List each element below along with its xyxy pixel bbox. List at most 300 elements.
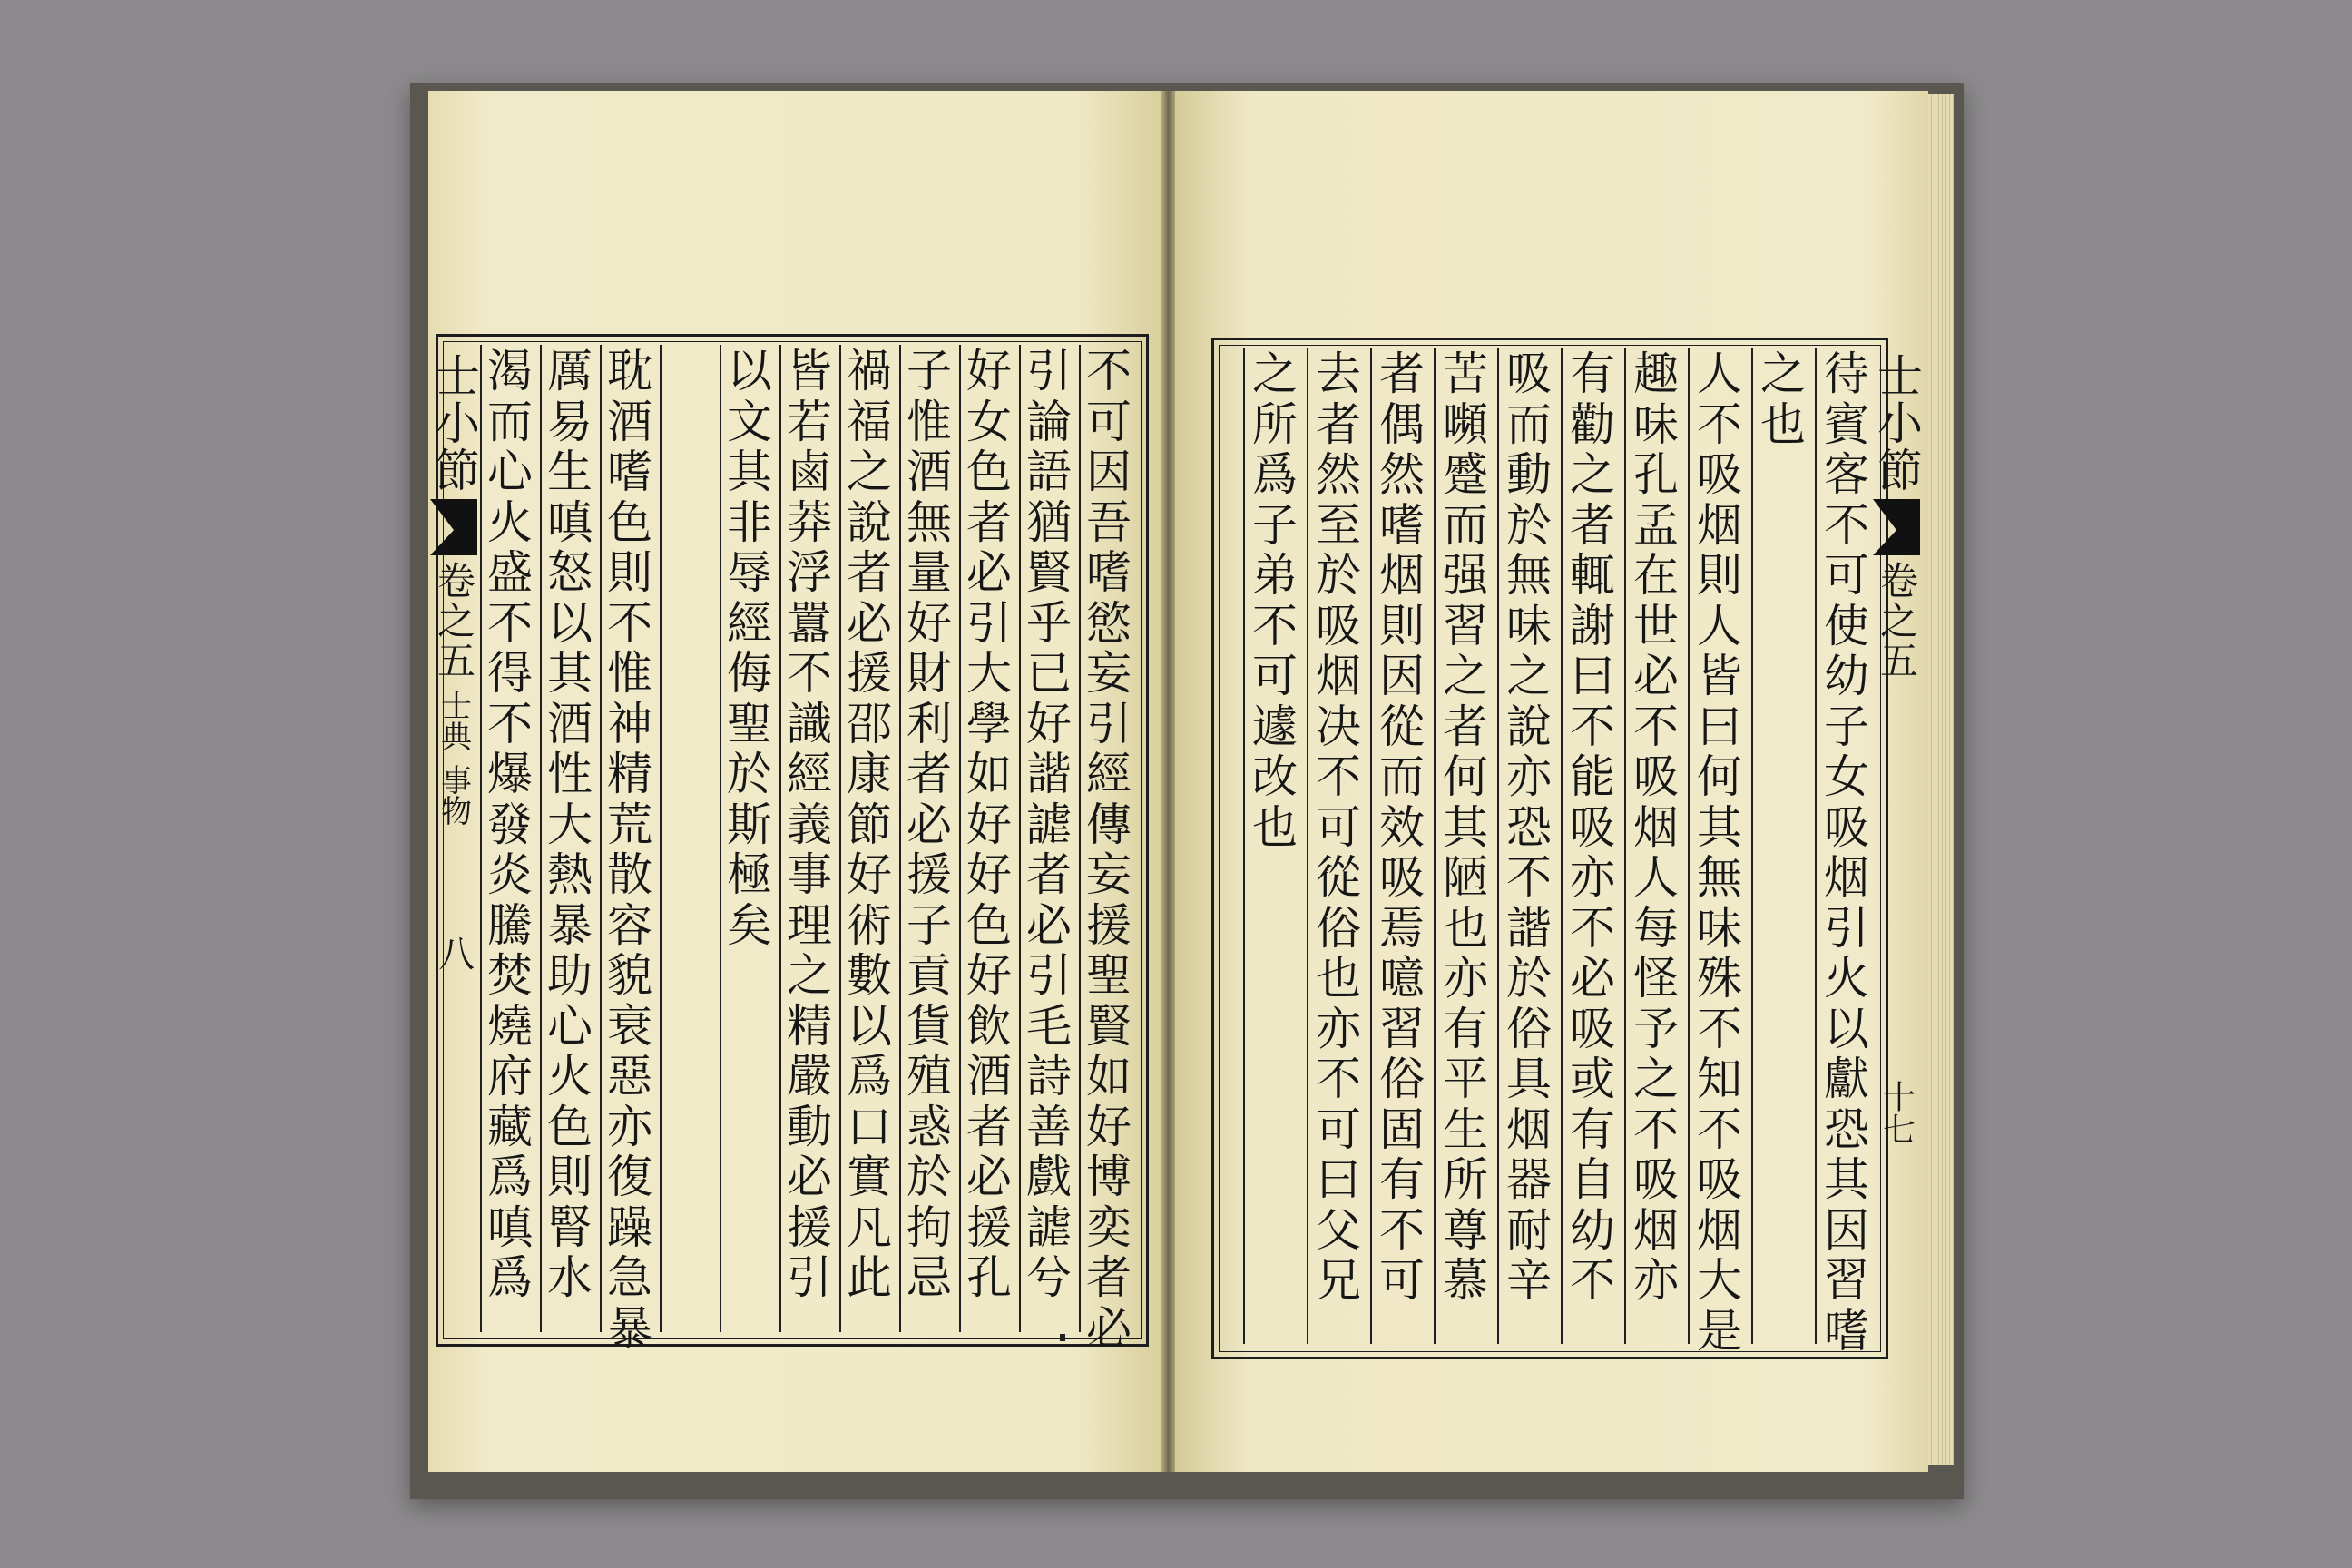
left-text-char: 急 (607, 1251, 652, 1304)
left-text-char: 善 (1026, 1100, 1072, 1153)
left-text-column-rule (660, 345, 662, 1332)
left-text-char: 性 (547, 748, 593, 800)
right-text-char: 之 (1252, 348, 1298, 400)
right-margin-chapter: 卷之五 (1875, 561, 1919, 681)
left-text-char: 賢 (1086, 999, 1132, 1053)
right-text-char: 爲 (1252, 448, 1298, 501)
right-text-char: 尊 (1443, 1203, 1488, 1257)
left-text-char: 者 (966, 1100, 1012, 1153)
left-text-char: 引 (966, 596, 1012, 650)
left-text-char: 熱 (547, 848, 593, 901)
left-text-char: 好 (966, 345, 1012, 397)
left-text-char: 以 (727, 345, 772, 397)
right-text-char: 决 (1316, 700, 1361, 753)
left-text-char: 亦 (607, 1100, 652, 1153)
left-text-char: 暴 (607, 1301, 652, 1355)
left-text-char: 色 (547, 1100, 593, 1153)
left-text-char: 火 (487, 495, 533, 549)
left-text-char: 因 (1086, 446, 1132, 498)
right-text-char: 不 (1379, 1203, 1425, 1257)
right-text-char: 不 (1570, 700, 1615, 753)
left-text-char: 已 (1026, 647, 1072, 700)
right-text-char: 引 (1824, 901, 1869, 955)
right-text-char: 能 (1570, 750, 1615, 803)
left-text-char: 量 (906, 546, 952, 599)
left-text-char: 騰 (487, 898, 533, 952)
left-text-char: 引 (787, 1251, 832, 1304)
right-text-char: 吸 (1570, 800, 1615, 854)
right-text-char: 者 (1443, 700, 1488, 753)
right-text-char: 使 (1824, 599, 1869, 652)
right-text-char: 必 (1633, 650, 1679, 702)
right-text-char: 蹙 (1443, 448, 1488, 501)
left-text-char: 大 (547, 798, 593, 851)
right-columns (1220, 340, 1878, 1357)
right-margin-title: 士小節 (1870, 352, 1923, 494)
left-text-char: 心 (487, 446, 533, 498)
left-text-char: 厲 (547, 345, 593, 397)
right-text-char: 不 (1824, 498, 1869, 552)
left-text-char: 色 (966, 446, 1012, 498)
left-text-char: 酒 (966, 1050, 1012, 1102)
left-text-char: 妄 (1086, 848, 1132, 901)
right-text-char: 生 (1443, 1102, 1488, 1156)
left-text-char: 經 (787, 748, 832, 800)
left-text-char: 神 (607, 697, 652, 750)
left-text-char: 諧 (1026, 748, 1072, 800)
right-text-char: 至 (1316, 498, 1361, 552)
left-text-char: 此 (847, 1251, 892, 1304)
left-text-char: 引 (1026, 345, 1072, 397)
right-text-char: 習 (1443, 599, 1488, 652)
right-text-char: 人 (1697, 348, 1742, 400)
left-text-column (1082, 347, 1136, 1354)
left-text-char: 於 (727, 748, 772, 800)
left-text-char: 經 (1086, 748, 1132, 800)
left-text-char: 福 (847, 395, 892, 448)
left-text-column-rule (899, 345, 901, 1332)
left-text-char: 爲 (847, 1050, 892, 1102)
right-text-char: 固 (1379, 1102, 1425, 1156)
right-text-char: 然 (1379, 448, 1425, 501)
left-text-char: 聖 (727, 697, 772, 750)
right-text-char: 不 (1633, 1102, 1679, 1156)
right-text-column-rule (1497, 348, 1499, 1344)
right-text-char: 吸 (1379, 851, 1425, 904)
right-text-char: 强 (1443, 549, 1488, 602)
right-text-column-rule (1815, 348, 1817, 1344)
right-text-char: 何 (1697, 750, 1742, 803)
right-text-char: 烟 (1824, 851, 1869, 904)
left-text-column-rule (540, 345, 542, 1332)
left-text-column (603, 347, 657, 1354)
left-text-char: 博 (1086, 1151, 1132, 1203)
right-text-char: 辛 (1506, 1254, 1552, 1307)
right-text-char: 恐 (1506, 800, 1552, 854)
left-text-char: 酒 (547, 697, 593, 750)
left-text-char: 說 (847, 495, 892, 549)
left-text-char: 援 (966, 1200, 1012, 1254)
left-text-char: 女 (966, 395, 1012, 448)
left-margin-sub: 事物 (435, 764, 472, 826)
left-text-char: 惑 (906, 1100, 952, 1153)
left-text-char: 子 (906, 345, 952, 397)
right-text-char: 俗 (1506, 1002, 1552, 1055)
left-text-char: 聖 (1086, 949, 1132, 1002)
right-text-char: 焉 (1379, 901, 1425, 955)
right-text-char: 可 (1379, 1254, 1425, 1307)
right-text-char: 噫 (1379, 952, 1425, 1004)
left-text-char: 財 (906, 647, 952, 700)
left-text-char: 不 (487, 697, 533, 750)
left-text-char: 引 (1086, 697, 1132, 750)
right-text-char: 則 (1697, 549, 1742, 602)
right-text-char: 必 (1570, 952, 1615, 1004)
left-text-char: 援 (787, 1200, 832, 1254)
left-text-char: 可 (1086, 395, 1132, 448)
left-text-char: 慾 (1086, 596, 1132, 650)
left-text-char: 則 (607, 546, 652, 599)
left-margin-folio: 八 (432, 935, 475, 971)
right-text-column-rule (1307, 348, 1308, 1344)
right-text-char: 遽 (1252, 700, 1298, 753)
right-margin-strip (1869, 345, 1924, 1343)
left-text-char: 必 (787, 1151, 832, 1203)
left-text-char: 之 (847, 446, 892, 498)
right-text-char: 偶 (1379, 397, 1425, 451)
right-text-char: 耐 (1506, 1203, 1552, 1257)
left-text-char: 炎 (487, 848, 533, 901)
left-text-char: 貨 (906, 999, 952, 1053)
left-text-char: 發 (487, 798, 533, 851)
left-text-char: 惡 (607, 1050, 652, 1102)
left-text-char: 吾 (1086, 495, 1132, 549)
left-text-char: 好 (1026, 697, 1072, 750)
right-text-char: 曰 (1570, 650, 1615, 702)
left-text-char: 者 (906, 748, 952, 800)
left-text-char: 之 (787, 949, 832, 1002)
left-text-char: 衰 (607, 999, 652, 1053)
right-text-char: 所 (1252, 397, 1298, 451)
right-text-char: 兄 (1316, 1254, 1361, 1307)
right-text-char: 可 (1316, 800, 1361, 854)
left-text-char: 語 (1026, 446, 1072, 498)
right-text-char: 何 (1443, 750, 1488, 803)
right-text-char: 也 (1443, 901, 1488, 955)
left-text-char: 忌 (906, 1251, 952, 1304)
left-text-char: 如 (1086, 1050, 1132, 1102)
left-text-column-rule (1019, 345, 1021, 1332)
left-text-char: 好 (966, 848, 1012, 901)
left-text-char: 戲 (1026, 1151, 1072, 1203)
left-text-char: 酒 (906, 446, 952, 498)
left-text-column (722, 347, 777, 951)
right-text-char: 於 (1316, 549, 1361, 602)
page-edges (1928, 94, 1954, 1465)
right-text-column-rule (1434, 348, 1436, 1344)
left-text-char: 其 (727, 446, 772, 498)
left-text-column (902, 347, 956, 1304)
left-text-char: 生 (547, 446, 593, 498)
left-text-char: 奕 (1086, 1200, 1132, 1254)
right-text-char: 客 (1824, 448, 1869, 501)
right-text-char: 無 (1697, 851, 1742, 904)
right-text-char: 其 (1697, 800, 1742, 854)
right-text-char: 從 (1379, 700, 1425, 753)
right-text-column-rule (1624, 348, 1626, 1344)
left-text-char: 妄 (1086, 647, 1132, 700)
left-text-char: 辱 (727, 546, 772, 599)
right-text-column (1438, 349, 1493, 1307)
left-text-char: 不 (487, 596, 533, 650)
right-text-char: 所 (1443, 1153, 1488, 1206)
left-text-char: 乎 (1026, 596, 1072, 650)
left-text-char: 爲 (487, 1251, 533, 1304)
left-text-char: 於 (906, 1151, 952, 1203)
right-text-char: 世 (1633, 599, 1679, 652)
left-text-char: 爲 (487, 1151, 533, 1203)
right-text-char: 不 (1697, 1102, 1742, 1156)
left-text-char: 好 (1086, 1100, 1132, 1153)
right-text-char: 吸 (1633, 1153, 1679, 1206)
right-text-char: 具 (1506, 1053, 1552, 1105)
right-text-char: 不 (1316, 1053, 1361, 1105)
left-text-char: 助 (547, 949, 593, 1002)
right-text-char: 吸 (1316, 599, 1361, 652)
left-text-char: 耽 (607, 345, 652, 397)
right-text-char: 待 (1824, 348, 1869, 400)
left-text-column-rule (1079, 345, 1081, 1332)
left-text-column (842, 347, 897, 1304)
right-text-char: 以 (1824, 1002, 1869, 1055)
right-text-char: 烟 (1379, 549, 1425, 602)
right-text-char: 不 (1252, 599, 1298, 652)
left-text-char: 識 (787, 697, 832, 750)
left-text-char: 其 (547, 647, 593, 700)
right-text-char: 者 (1570, 498, 1615, 552)
left-text-column (962, 347, 1016, 1304)
right-text-column (1502, 349, 1556, 1307)
left-text-char: 援 (1086, 898, 1132, 952)
right-text-column (1248, 349, 1302, 853)
left-text-column-rule (779, 345, 781, 1332)
left-text-char: 好 (966, 798, 1012, 851)
left-text-char: 謔 (1026, 798, 1072, 851)
right-text-char: 亦 (1443, 952, 1488, 1004)
left-text-char: 皆 (787, 345, 832, 397)
right-text-char: 亦 (1570, 851, 1615, 904)
right-text-column-rule (1243, 348, 1245, 1344)
left-text-char: 容 (607, 898, 652, 952)
left-text-column-rule (720, 345, 721, 1332)
left-text-char: 侮 (727, 647, 772, 700)
left-text-char: 貌 (607, 949, 652, 1002)
left-text-char: 大 (966, 647, 1012, 700)
left-text-char: 嗔 (487, 1200, 533, 1254)
right-text-char: 不 (1570, 1254, 1615, 1307)
right-text-char: 也 (1252, 800, 1298, 854)
right-text-char: 其 (1443, 800, 1488, 854)
right-margin-folio: 十七 (1877, 1080, 1916, 1145)
left-text-char: 水 (547, 1251, 593, 1304)
left-text-char: 矣 (727, 898, 772, 952)
left-text-char: 邵 (847, 697, 892, 750)
right-text-char: 之 (1633, 1053, 1679, 1105)
right-text-column (1629, 349, 1683, 1307)
fish-tail-ornament (1873, 499, 1920, 555)
right-text-char: 子 (1824, 700, 1869, 753)
left-text-char: 精 (607, 748, 652, 800)
right-text-char: 烟 (1506, 1102, 1552, 1156)
left-text-char: 學 (966, 697, 1012, 750)
right-text-char: 勸 (1570, 397, 1615, 451)
left-text-char: 渴 (487, 345, 533, 397)
right-text-char: 味 (1506, 599, 1552, 652)
left-text-char: 以 (847, 999, 892, 1053)
left-text-char: 引 (1026, 949, 1072, 1002)
right-text-char: 大 (1697, 1254, 1742, 1307)
right-text-char: 不 (1697, 397, 1742, 451)
left-text-char: 者 (1086, 1251, 1132, 1304)
left-text-char: 得 (487, 647, 533, 700)
left-text-char: 惟 (906, 395, 952, 448)
left-text-char: 嗜 (607, 446, 652, 498)
left-text-char: 心 (547, 999, 593, 1053)
right-text-char: 效 (1379, 800, 1425, 854)
right-text-char: 陋 (1443, 851, 1488, 904)
left-text-char: 者 (1026, 848, 1072, 901)
ink-spot (1060, 1334, 1065, 1341)
left-text-char: 囂 (787, 596, 832, 650)
left-text-char: 者 (966, 495, 1012, 549)
left-text-char: 康 (847, 748, 892, 800)
left-text-char: 不 (607, 596, 652, 650)
right-text-char: 子 (1252, 498, 1298, 552)
left-text-char: 斯 (727, 798, 772, 851)
left-text-char: 浮 (787, 546, 832, 599)
right-text-char: 味 (1633, 397, 1679, 451)
left-text-char: 燒 (487, 999, 533, 1053)
right-text-char: 謝 (1570, 599, 1615, 652)
left-text-char: 拘 (906, 1200, 952, 1254)
right-text-char: 皆 (1697, 650, 1742, 702)
right-text-char: 苦 (1443, 348, 1488, 400)
right-text-char: 於 (1506, 952, 1552, 1004)
left-text-char: 動 (787, 1100, 832, 1153)
right-text-char: 而 (1443, 498, 1488, 552)
right-text-column-rule (1688, 348, 1690, 1344)
right-text-char: 而 (1379, 750, 1425, 803)
right-text-char: 孔 (1633, 448, 1679, 501)
right-text-char: 平 (1443, 1053, 1488, 1105)
left-text-char: 賢 (1026, 546, 1072, 599)
right-text-column-rule (1561, 348, 1563, 1344)
left-text-char: 者 (847, 546, 892, 599)
right-text-char: 改 (1252, 750, 1298, 803)
left-text-char: 府 (487, 1050, 533, 1102)
left-text-char: 數 (847, 949, 892, 1002)
left-text-char: 極 (727, 848, 772, 901)
right-text-char: 因 (1824, 1203, 1869, 1257)
left-text-char: 復 (607, 1151, 652, 1203)
right-text-char: 吸 (1570, 1002, 1615, 1055)
right-text-char: 烟 (1697, 498, 1742, 552)
right-text-char: 吸 (1633, 750, 1679, 803)
right-text-char: 每 (1633, 901, 1679, 955)
right-text-char: 俗 (1316, 901, 1361, 955)
left-text-char: 嗔 (547, 495, 593, 549)
left-text-char: 飲 (966, 999, 1012, 1053)
right-text-char: 亦 (1316, 1002, 1361, 1055)
right-text-char: 習 (1824, 1254, 1869, 1307)
right-text-char: 之 (1570, 448, 1615, 501)
left-text-char: 毛 (1026, 999, 1072, 1053)
right-text-column (1756, 349, 1810, 450)
left-text-char: 利 (906, 697, 952, 750)
right-text-char: 在 (1633, 549, 1679, 602)
left-text-char: 而 (487, 395, 533, 448)
left-text-char: 好 (966, 949, 1012, 1002)
right-text-char: 味 (1697, 901, 1742, 955)
left-text-char: 謔 (1026, 1200, 1072, 1254)
left-text-column (1022, 347, 1076, 1304)
left-text-char: 孔 (966, 1251, 1012, 1304)
left-text-char: 經 (727, 596, 772, 650)
right-text-char: 去 (1316, 348, 1361, 400)
left-text-char: 嚴 (787, 1050, 832, 1102)
right-text-char: 賓 (1824, 397, 1869, 451)
left-text-char: 傳 (1086, 798, 1132, 851)
right-text-char: 之 (1506, 650, 1552, 702)
left-text-char: 非 (727, 495, 772, 549)
left-text-char: 必 (1026, 898, 1072, 952)
left-text-char: 則 (547, 1151, 593, 1203)
right-text-column (1565, 349, 1620, 1307)
right-text-char: 幼 (1570, 1203, 1615, 1257)
left-text-char: 必 (966, 546, 1012, 599)
left-text-char: 精 (787, 999, 832, 1053)
left-text-column (543, 347, 597, 1304)
right-text-char: 弟 (1252, 549, 1298, 602)
left-text-char: 義 (787, 798, 832, 851)
left-text-char: 若 (787, 395, 832, 448)
left-text-char: 腎 (547, 1200, 593, 1254)
left-text-char: 火 (547, 1050, 593, 1102)
right-text-char: 慕 (1443, 1254, 1488, 1307)
right-text-char: 殊 (1697, 952, 1742, 1004)
left-text-char: 必 (906, 798, 952, 851)
left-text-char: 易 (547, 395, 593, 448)
left-text-char: 色 (607, 495, 652, 549)
left-text-char: 文 (727, 395, 772, 448)
left-text-column (483, 347, 537, 1304)
left-text-char: 莽 (787, 495, 832, 549)
right-text-char: 而 (1506, 397, 1552, 451)
left-text-char: 色 (966, 898, 1012, 952)
left-text-char: 如 (966, 748, 1012, 800)
left-text-char: 貢 (906, 949, 952, 1002)
left-text-char: 暴 (547, 898, 593, 952)
right-text-char: 說 (1506, 700, 1552, 753)
left-text-char: 荒 (607, 798, 652, 851)
fish-tail-ornament-left (430, 499, 477, 555)
right-text-char: 俗 (1379, 1053, 1425, 1105)
right-text-char: 吸 (1697, 448, 1742, 501)
left-text-column-rule (600, 345, 602, 1332)
left-text-char: 好 (906, 596, 952, 650)
left-text-char: 實 (847, 1151, 892, 1203)
right-text-column (1311, 349, 1366, 1307)
